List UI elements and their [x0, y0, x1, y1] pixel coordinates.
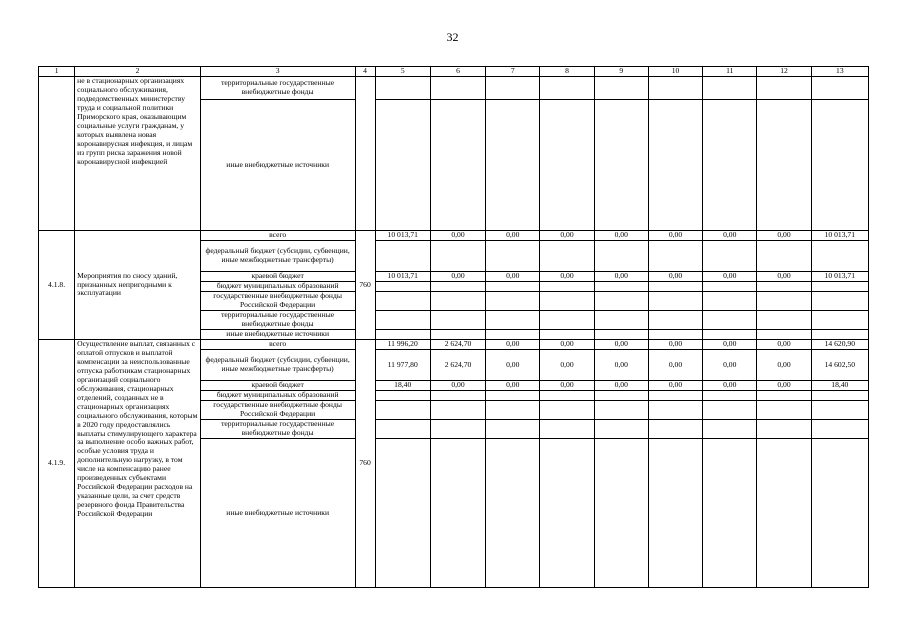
- value-cell: [486, 282, 540, 292]
- funding-source: всего: [200, 231, 355, 241]
- value-cell: 0,00: [594, 340, 648, 350]
- value-cell: [486, 439, 540, 588]
- column-header: 10: [648, 67, 702, 77]
- value-cell: 0,00: [703, 350, 757, 381]
- value-cell: [486, 292, 540, 311]
- value-cell: [375, 282, 430, 292]
- value-cell: [757, 282, 811, 292]
- value-cell: [375, 311, 430, 330]
- value-cell: [375, 100, 430, 231]
- value-cell: [486, 401, 540, 420]
- value-cell: 0,00: [540, 340, 594, 350]
- value-cell: [648, 401, 702, 420]
- value-cell: [703, 420, 757, 439]
- value-cell: 0,00: [757, 231, 811, 241]
- value-cell: 0,00: [540, 272, 594, 282]
- value-cell: 10 013,71: [811, 272, 868, 282]
- funding-source: всего: [200, 340, 355, 350]
- value-cell: [540, 311, 594, 330]
- value-cell: [540, 330, 594, 340]
- value-cell: [648, 292, 702, 311]
- column-header: 5: [375, 67, 430, 77]
- col4-cell: 760: [355, 340, 375, 588]
- value-cell: [486, 330, 540, 340]
- value-cell: [811, 391, 868, 401]
- value-cell: [486, 311, 540, 330]
- value-cell: 10 013,71: [811, 231, 868, 241]
- value-cell: [594, 100, 648, 231]
- funding-source: бюджет муниципальных образований: [200, 391, 355, 401]
- value-cell: [648, 330, 702, 340]
- value-cell: [486, 241, 540, 272]
- table-row: [39, 340, 869, 350]
- value-cell: [486, 391, 540, 401]
- value-cell: [757, 330, 811, 340]
- value-cell: 0,00: [594, 231, 648, 241]
- value-cell: [594, 420, 648, 439]
- funding-source: бюджет муниципальных образований: [200, 282, 355, 292]
- funding-source: иные внебюджетные источники: [200, 330, 355, 340]
- value-cell: [430, 401, 485, 420]
- funding-source: иные внебюджетные источники: [200, 439, 355, 588]
- value-cell: [811, 439, 868, 588]
- value-cell: 0,00: [648, 340, 702, 350]
- value-cell: [648, 391, 702, 401]
- value-cell: [703, 311, 757, 330]
- value-cell: 18,40: [811, 381, 868, 391]
- item-code: 4.1.8.: [39, 231, 75, 340]
- value-cell: [811, 77, 868, 100]
- value-cell: [811, 401, 868, 420]
- funding-source: территориальные государственные внебюджетные фонды: [200, 420, 355, 439]
- value-cell: [594, 330, 648, 340]
- page-number: 32: [446, 30, 459, 44]
- value-cell: [757, 420, 811, 439]
- item-code: 4.1.9.: [39, 340, 75, 588]
- value-cell: [703, 292, 757, 311]
- value-cell: 14 620,90: [811, 340, 868, 350]
- value-cell: [540, 241, 594, 272]
- value-cell: [375, 292, 430, 311]
- value-cell: 0,00: [703, 272, 757, 282]
- value-cell: 11 996,20: [375, 340, 430, 350]
- value-cell: [540, 100, 594, 231]
- value-cell: [540, 282, 594, 292]
- value-cell: [375, 391, 430, 401]
- column-header: 3: [200, 67, 355, 77]
- value-cell: [811, 241, 868, 272]
- value-cell: [375, 330, 430, 340]
- value-cell: [430, 77, 485, 100]
- value-cell: [540, 401, 594, 420]
- value-cell: [648, 420, 702, 439]
- value-cell: [430, 282, 485, 292]
- value-cell: 0,00: [648, 381, 702, 391]
- value-cell: [703, 330, 757, 340]
- value-cell: 0,00: [703, 381, 757, 391]
- value-cell: [375, 439, 430, 588]
- value-cell: 0,00: [430, 272, 485, 282]
- funding-source: краевой бюджет: [200, 272, 355, 282]
- column-header: 8: [540, 67, 594, 77]
- column-header: 9: [594, 67, 648, 77]
- value-cell: [703, 100, 757, 231]
- value-cell: 0,00: [757, 272, 811, 282]
- value-cell: [648, 439, 702, 588]
- value-cell: [811, 420, 868, 439]
- value-cell: [757, 100, 811, 231]
- column-header: 12: [757, 67, 811, 77]
- column-header: 13: [811, 67, 868, 77]
- col4-cell: 760: [355, 231, 375, 340]
- value-cell: [540, 292, 594, 311]
- value-cell: [811, 292, 868, 311]
- value-cell: [811, 311, 868, 330]
- value-cell: [430, 420, 485, 439]
- value-cell: [648, 100, 702, 231]
- value-cell: 10 013,71: [375, 231, 430, 241]
- value-cell: 0,00: [648, 350, 702, 381]
- value-cell: 0,00: [540, 231, 594, 241]
- value-cell: 0,00: [486, 350, 540, 381]
- value-cell: 18,40: [375, 381, 430, 391]
- value-cell: 0,00: [594, 272, 648, 282]
- value-cell: [648, 77, 702, 100]
- value-cell: [757, 311, 811, 330]
- column-header: 6: [430, 67, 485, 77]
- item-name: Мероприятия по сносу зданий, признанных непригодными к эксплуатации: [75, 231, 201, 340]
- column-header: 11: [703, 67, 757, 77]
- value-cell: 0,00: [648, 272, 702, 282]
- value-cell: [486, 100, 540, 231]
- value-cell: [594, 311, 648, 330]
- value-cell: [594, 401, 648, 420]
- value-cell: [648, 241, 702, 272]
- value-cell: [486, 420, 540, 439]
- funding-source: краевой бюджет: [200, 381, 355, 391]
- funding-source: иные внебюджетные источники: [200, 100, 355, 231]
- column-header: 1: [39, 67, 75, 77]
- funding-source: федеральный бюджет (субсидии, субвенции, иные межбюджетные трансферты): [200, 350, 355, 381]
- value-cell: 0,00: [703, 340, 757, 350]
- value-cell: [648, 311, 702, 330]
- item-name: не в стационарных организациях социального обслуживания, подведомственных министерству труда и социальной политики Приморского края, оказывающим социальные услуги гражданам, у которых выявлена новая коронавирусная инфекция, и лицам из групп риска заражения новой коронавирусной инфекцией: [75, 77, 201, 231]
- item-name: Осуществление выплат, связанных с оплатой отпусков и выплатой компенсации за неиспользованные отпуска работникам стационарных организаций социального обслуживания, стационарных отделений, созданных не в стационарных организациях социального обслуживания, которым в 2020 году предоставлялись выплаты стимулирующего характера за выполнение особо важных работ, особые условия труда и дополнительную нагрузку, в том числе на компенсацию ранее произведенных субъектами Российской Федерации расходов на указанные цели, за счет средств резервного фонда Правительства Российской Федерации: [75, 340, 201, 588]
- value-cell: [757, 292, 811, 311]
- value-cell: [811, 282, 868, 292]
- column-header: 7: [486, 67, 540, 77]
- value-cell: 0,00: [486, 340, 540, 350]
- value-cell: 0,00: [594, 381, 648, 391]
- value-cell: 0,00: [703, 231, 757, 241]
- value-cell: 0,00: [486, 381, 540, 391]
- value-cell: 0,00: [430, 381, 485, 391]
- value-cell: 0,00: [486, 272, 540, 282]
- value-cell: [594, 241, 648, 272]
- value-cell: 2 624,70: [430, 350, 485, 381]
- funding-source: территориальные государственные внебюджетные фонды: [200, 311, 355, 330]
- value-cell: [430, 311, 485, 330]
- value-cell: [703, 77, 757, 100]
- col4-cell: [355, 77, 375, 231]
- value-cell: [540, 391, 594, 401]
- value-cell: 0,00: [486, 231, 540, 241]
- value-cell: [540, 77, 594, 100]
- value-cell: [703, 241, 757, 272]
- value-cell: 0,00: [757, 350, 811, 381]
- value-cell: 11 977,80: [375, 350, 430, 381]
- value-cell: 0,00: [648, 231, 702, 241]
- value-cell: [703, 282, 757, 292]
- value-cell: [430, 241, 485, 272]
- value-cell: [375, 77, 430, 100]
- table-row: [39, 77, 869, 100]
- value-cell: [648, 282, 702, 292]
- value-cell: [811, 100, 868, 231]
- value-cell: [430, 330, 485, 340]
- value-cell: [594, 439, 648, 588]
- value-cell: 0,00: [540, 350, 594, 381]
- funding-source: государственные внебюджетные фонды Российской Федерации: [200, 292, 355, 311]
- value-cell: 0,00: [594, 350, 648, 381]
- budget-table: [38, 66, 869, 588]
- header-row: [39, 67, 869, 77]
- value-cell: [757, 241, 811, 272]
- funding-source: федеральный бюджет (субсидии, субвенции, иные межбюджетные трансферты): [200, 241, 355, 272]
- value-cell: [594, 77, 648, 100]
- value-cell: [486, 77, 540, 100]
- value-cell: 10 013,71: [375, 272, 430, 282]
- column-header: 2: [75, 67, 201, 77]
- value-cell: [540, 439, 594, 588]
- funding-source: государственные внебюджетные фонды Российской Федерации: [200, 401, 355, 420]
- value-cell: [375, 401, 430, 420]
- value-cell: 0,00: [430, 231, 485, 241]
- value-cell: [375, 420, 430, 439]
- value-cell: [703, 391, 757, 401]
- column-header: 4: [355, 67, 375, 77]
- value-cell: 2 624,70: [430, 340, 485, 350]
- value-cell: 0,00: [757, 340, 811, 350]
- value-cell: [430, 391, 485, 401]
- item-code: [39, 77, 75, 231]
- value-cell: [430, 100, 485, 231]
- value-cell: [757, 77, 811, 100]
- value-cell: [540, 420, 594, 439]
- table-row: [39, 231, 869, 241]
- value-cell: 0,00: [540, 381, 594, 391]
- value-cell: [703, 439, 757, 588]
- value-cell: [594, 292, 648, 311]
- value-cell: 0,00: [757, 381, 811, 391]
- value-cell: [594, 282, 648, 292]
- value-cell: [703, 401, 757, 420]
- value-cell: [594, 391, 648, 401]
- value-cell: [811, 330, 868, 340]
- value-cell: [375, 241, 430, 272]
- funding-source: территориальные государственные внебюджетные фонды: [200, 77, 355, 100]
- value-cell: [430, 439, 485, 588]
- value-cell: [757, 439, 811, 588]
- value-cell: 14 602,50: [811, 350, 868, 381]
- value-cell: [430, 292, 485, 311]
- value-cell: [757, 401, 811, 420]
- value-cell: [757, 391, 811, 401]
